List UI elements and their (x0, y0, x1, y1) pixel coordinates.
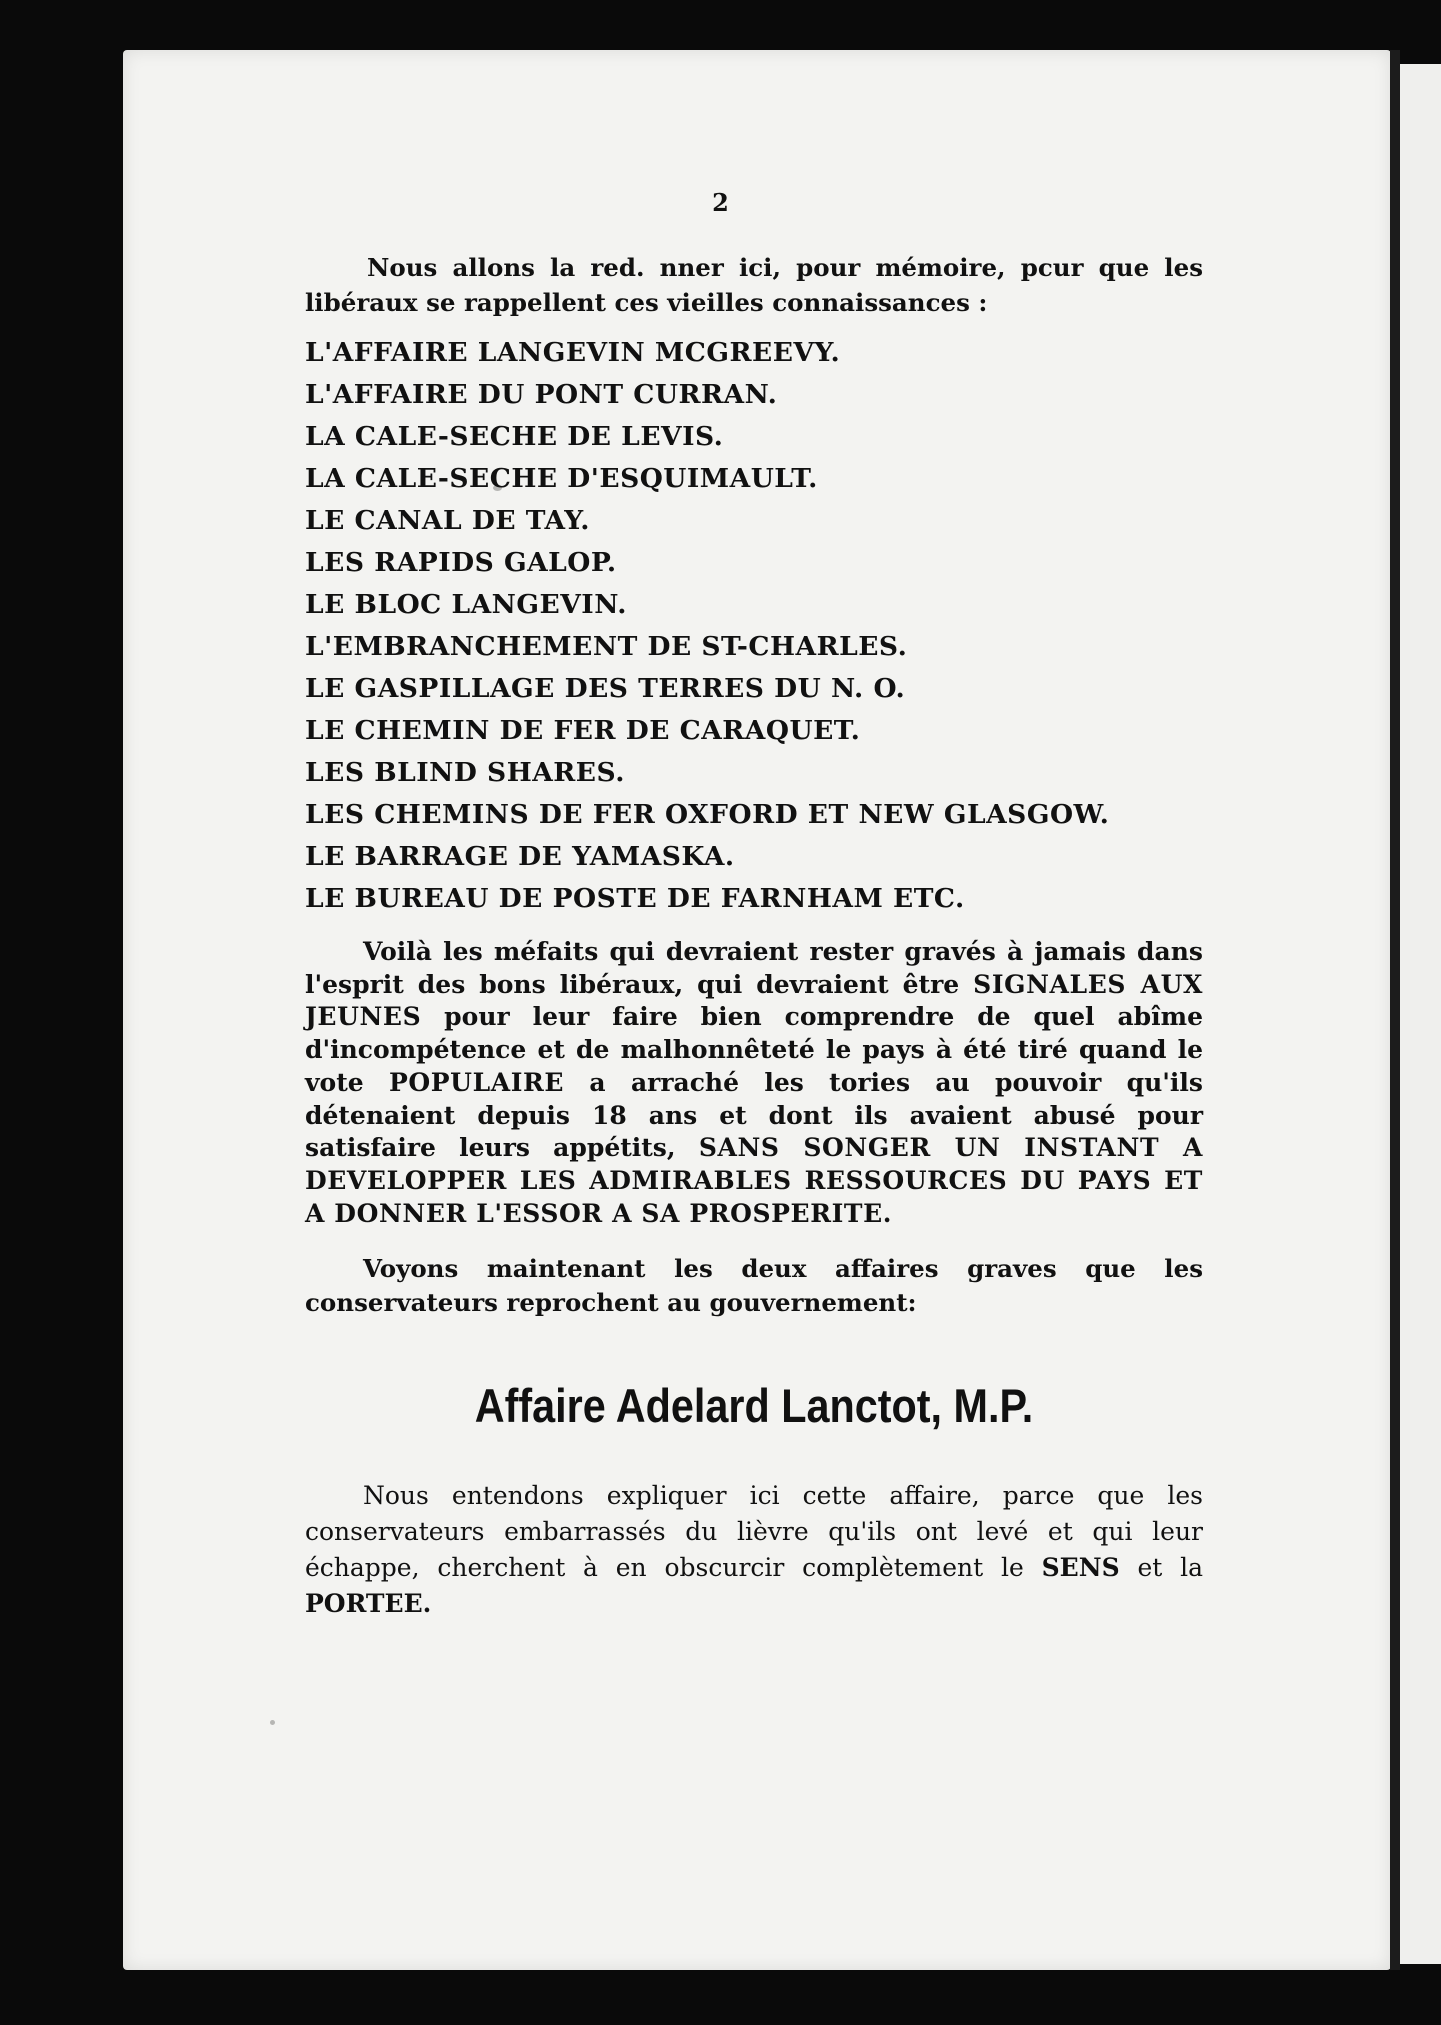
page-number: 2 (712, 188, 729, 217)
paragraph-text: Voilà les méfaits qui devraient rester gravés à jamais dans l'esprit des bons libéraux, qui devraient être (305, 937, 1203, 999)
emphasis-text: POPULAIRE (389, 1067, 565, 1097)
paragraph-text: et la (1137, 1553, 1203, 1583)
paragraph-text: pour leur faire bien comprendre de quel abîme d'incompétence et de malhonnêteté le pays à été tiré quand le vote (305, 1002, 1203, 1097)
list-item: L'AFFAIRE DU PONT CURRAN. (305, 379, 778, 410)
list-item: LES BLIND SHARES. (305, 757, 625, 788)
list-item: LE BUREAU DE POSTE DE FARNHAM ETC. (305, 883, 965, 914)
list-item: LE CANAL DE TAY. (305, 505, 590, 536)
list-item: L'AFFAIRE LANGEVIN MCGREEVY. (305, 337, 841, 368)
affairs-list (305, 332, 1203, 920)
paragraph-text: a arraché les tories au pouvoir qu'ils détenaient depuis 18 ans et dont ils avaient abusé pour satisfaire leurs appétits, (305, 1067, 1203, 1163)
list-item: LA CALE-SECHE DE LEVIS. (305, 421, 724, 452)
paragraph-text: Nous entendons expliquer ici cette affaire, parce que les conservateurs embarrassés du lièvre qu'ils ont levé et qui leur échappe, cherchent à en obscurcir complètement le (305, 1481, 1203, 1583)
emphasis-text: SANS SONGER UN INSTANT A DEVELOPPER LES ADMIRABLES RESSOURCES DU PAYS ET A DONNER L'ESSOR A SA PROSPERITE. (305, 1133, 1203, 1228)
misdeeds-paragraph (305, 936, 1203, 1230)
explanation-paragraph (305, 1478, 1203, 1622)
list-item: LES RAPIDS GALOP. (305, 547, 617, 578)
section-heading: Affaire Adelard Lanctot, M.P. (474, 1379, 1034, 1433)
list-item: LES CHEMINS DE FER OXFORD ET NEW GLASGOW. (305, 799, 1110, 830)
list-item: LE CHEMIN DE FER DE CARAQUET. (305, 715, 861, 746)
list-item: L'EMBRANCHEMENT DE ST-CHARLES. (305, 631, 908, 662)
emphasis-text: SIGNALES AUX JEUNES (305, 969, 1203, 1032)
document-body (305, 250, 1203, 1622)
emphasis-text: SENS (1041, 1553, 1120, 1583)
transition-paragraph: Voyons maintenant les deux affaires graves que les conservateurs reprochent au gouvernement: (305, 1254, 1203, 1318)
list-item: LE BLOC LANGEVIN. (305, 589, 627, 620)
scan-speck (270, 1720, 275, 1725)
emphasis-text: PORTEE. (305, 1589, 432, 1619)
intro-paragraph: Nous allons la red. nner ici, pour mémoire, pcur que les libéraux se rappellent ces vieilles connaissances : (305, 253, 1203, 317)
list-item: LA CALE-SECHE D'ESQUIMAULT. (305, 463, 818, 494)
adjacent-page-edge (1400, 64, 1441, 1964)
list-item: LE BARRAGE DE YAMASKA. (305, 841, 735, 872)
list-item: LE GASPILLAGE DES TERRES DU N. O. (305, 673, 906, 704)
page-spine-shadow (1390, 50, 1400, 1970)
